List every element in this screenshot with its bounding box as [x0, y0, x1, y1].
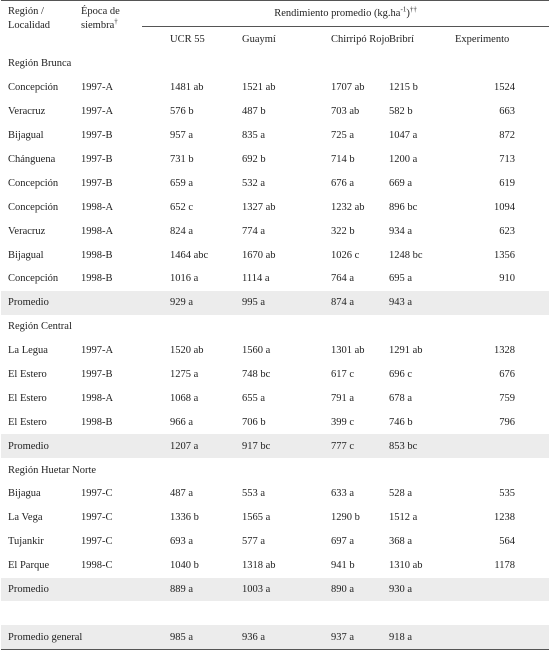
table-cell: 1997-A: [81, 106, 114, 118]
table-cell: 663: [499, 106, 516, 118]
table-cell: 1238: [494, 512, 516, 524]
region-average-row: [1, 291, 549, 315]
table-row: [1, 506, 549, 530]
table-cell: 1047 a: [389, 130, 418, 142]
table-cell: 890 a: [297, 578, 383, 602]
table-cell: 1560 a: [242, 345, 271, 357]
region-average-row: [1, 578, 549, 602]
header-average-yield: Rendimiento promedio $(kg.ha^{-1})^{\dagger\dagger}$: [142, 1, 549, 27]
table-cell: 368 a: [389, 536, 413, 548]
table-cell: 1512 a: [389, 512, 418, 524]
table-row: [1, 363, 549, 387]
table-cell: 1670 ab: [242, 249, 276, 261]
header-variety: Chirripó Rojo: [331, 34, 390, 45]
region-heading-row: [1, 315, 549, 339]
table-cell: 1998-C: [81, 560, 113, 572]
table-cell: 874 a: [297, 291, 383, 315]
table-cell: 693 a: [170, 536, 194, 548]
region-average-row: [1, 434, 549, 458]
table-cell: 835 a: [242, 130, 266, 142]
table-cell: Promedio: [1, 578, 77, 602]
table-cell: Concepción: [8, 201, 59, 213]
table-cell: 617 c: [331, 369, 355, 381]
table-row: [1, 219, 549, 243]
table-cell: 748 bc: [242, 369, 271, 381]
table-row: [1, 100, 549, 124]
header-region-locality: Región / Localidad: [1, 1, 77, 53]
table-cell: 1521 ab: [242, 82, 276, 94]
table-cell: Tujankir: [8, 536, 44, 548]
table-cell: 1520 ab: [170, 345, 204, 357]
table-cell: 1232 ab: [331, 201, 365, 213]
table-cell: 1997-A: [81, 345, 114, 357]
table-cell: Bijagual: [8, 249, 44, 261]
table-cell: 796: [499, 416, 516, 428]
table-cell: 930 a: [383, 578, 455, 602]
table-cell: 1215 b: [389, 82, 418, 94]
yield-table: [1, 0, 549, 650]
table-cell: 917 bc: [220, 434, 297, 458]
table-cell: El Estero: [8, 392, 47, 404]
table-row: [1, 124, 549, 148]
table-cell: 1327 ab: [242, 201, 276, 213]
table-cell: 1310 ab: [389, 560, 423, 572]
region-heading: Región Huetar Norte: [8, 464, 97, 476]
table-cell: 669 a: [389, 177, 413, 189]
table-cell: Promedio general: [1, 625, 77, 649]
table-cell: 553 a: [242, 488, 266, 500]
table-cell: 695 a: [389, 273, 413, 285]
table-cell: [77, 578, 142, 602]
table-cell: 487 b: [242, 106, 266, 118]
table-cell: 582 b: [389, 106, 413, 118]
table-cell: 1997-B: [81, 369, 113, 381]
header-variety: Bribrí: [389, 34, 415, 45]
table-cell: 713: [499, 154, 516, 165]
table-cell: 714 b: [331, 154, 355, 165]
table-cell: El Estero: [8, 369, 47, 381]
table-row: [1, 267, 549, 291]
table-cell: 633 a: [331, 488, 355, 500]
table-cell: 1094: [494, 201, 516, 213]
table-cell: 759: [499, 392, 516, 404]
table-cell: [455, 578, 549, 602]
table-cell: 910: [499, 273, 516, 285]
table-cell: 896 bc: [389, 201, 418, 213]
table-cell: [77, 291, 142, 315]
table-cell: 764 a: [331, 273, 355, 285]
table-cell: 676 a: [331, 177, 355, 189]
table-cell: 1301 ab: [331, 345, 365, 357]
table-cell: 576 b: [170, 106, 194, 118]
table-cell: 985 a: [142, 625, 220, 649]
region-heading-row: [1, 458, 549, 482]
spacer-row: [1, 601, 549, 625]
table-cell: [77, 625, 142, 649]
table-cell: 1207 a: [142, 434, 220, 458]
table-cell: Concepción: [8, 177, 59, 189]
table-row: [1, 148, 549, 172]
table-row: [1, 339, 549, 363]
table-cell: Promedio: [1, 291, 77, 315]
region-heading: Región Brunca: [8, 58, 72, 70]
table-cell: 528 a: [389, 488, 413, 500]
header-variety: UCR 55: [170, 34, 205, 45]
table-cell: 535: [499, 488, 516, 500]
table-cell: 934 a: [389, 225, 413, 237]
table-cell: 1565 a: [242, 512, 271, 524]
table-cell: 918 a: [383, 625, 455, 649]
table-cell: Promedio: [1, 434, 77, 458]
region-heading: Región Central: [8, 321, 72, 333]
table-cell: Veracruz: [8, 225, 46, 237]
table-cell: 1481 ab: [170, 82, 204, 94]
table-cell: 577 a: [242, 536, 266, 548]
table-cell: 655 a: [242, 392, 266, 404]
table-cell: 1026 c: [331, 249, 360, 261]
table-row: [1, 410, 549, 434]
table-cell: 1707 ab: [331, 82, 365, 94]
table-cell: 943 a: [383, 291, 455, 315]
table-cell: 532 a: [242, 177, 266, 189]
table-cell: 564: [499, 536, 516, 548]
table-cell: 1290 b: [331, 512, 360, 524]
table-cell: Veracruz: [8, 106, 46, 118]
table-cell: 1291 ab: [389, 345, 423, 357]
table-cell: 1997-B: [81, 177, 113, 189]
table-cell: 1997-C: [81, 536, 113, 548]
table-cell: 692 b: [242, 154, 266, 165]
table-cell: 872: [499, 130, 516, 142]
table-cell: 725 a: [331, 130, 355, 142]
table-cell: 487 a: [170, 488, 194, 500]
table-cell: 731 b: [170, 154, 194, 165]
table-cell: 619: [499, 177, 516, 189]
table-cell: [455, 625, 549, 649]
table-cell: 853 bc: [383, 434, 455, 458]
table-cell: El Estero: [8, 416, 47, 428]
table-cell: 791 a: [331, 392, 355, 404]
table-cell: 1336 b: [170, 512, 199, 524]
table-cell: 995 a: [220, 291, 297, 315]
table-cell: 1997-A: [81, 82, 114, 94]
table-cell: 706 b: [242, 416, 266, 428]
table-cell: 623: [499, 225, 516, 237]
table-cell: 937 a: [297, 625, 383, 649]
table-cell: 777 c: [297, 434, 383, 458]
table-cell: 678 a: [389, 392, 413, 404]
table-cell: 1997-C: [81, 512, 113, 524]
table-cell: 659 a: [170, 177, 194, 189]
table-cell: 697 a: [331, 536, 355, 548]
table-cell: 1016 a: [170, 273, 199, 285]
table-cell: 1275 a: [170, 369, 199, 381]
table-cell: 824 a: [170, 225, 194, 237]
table-cell: 1114 a: [242, 273, 270, 285]
table-row: [1, 171, 549, 195]
table-cell: 941 b: [331, 560, 355, 572]
header-variety: Experimento: [455, 34, 510, 45]
table-row: [1, 554, 549, 578]
table-cell: 936 a: [220, 625, 297, 649]
table-cell: 322 b: [331, 225, 355, 237]
table-cell: [455, 291, 549, 315]
general-average-row: [1, 625, 549, 649]
table-cell: 1200 a: [389, 154, 418, 165]
table-cell: 966 a: [170, 416, 194, 428]
table-cell: [455, 434, 549, 458]
table-cell: 1998-A: [81, 225, 114, 237]
table-cell: 1998-B: [81, 416, 113, 428]
table-cell: 1178: [494, 560, 516, 572]
table-cell: 1328: [494, 345, 516, 357]
table-cell: 676: [499, 369, 516, 381]
table-cell: 703 ab: [331, 106, 360, 118]
table-row: [1, 76, 549, 100]
table-cell: 1997-C: [81, 488, 113, 500]
table-cell: Concepción: [8, 273, 59, 285]
table-row: [1, 243, 549, 267]
table-cell: 929 a: [142, 291, 220, 315]
table-cell: 957 a: [170, 130, 194, 142]
spacer-cell: [1, 601, 549, 625]
table-cell: 696 c: [389, 369, 413, 381]
table-cell: 774 a: [242, 225, 266, 237]
table-row: [1, 386, 549, 410]
table-cell: 1464 abc: [170, 249, 209, 261]
table-cell: El Parque: [8, 560, 50, 572]
table-cell: 399 c: [331, 416, 355, 428]
table-cell: 1524: [494, 82, 516, 94]
table-cell: 1998-A: [81, 201, 114, 213]
table-cell: Bijagual: [8, 130, 44, 142]
table-cell: 889 a: [142, 578, 220, 602]
table-row: [1, 530, 549, 554]
table-cell: 1998-A: [81, 392, 114, 404]
table-cell: Concepción: [8, 82, 59, 94]
header-variety: Guaymí: [242, 34, 276, 45]
region-heading-row: [1, 52, 549, 76]
table-cell: 1998-B: [81, 249, 113, 261]
table-cell: 746 b: [389, 416, 413, 428]
table-cell: 1040 b: [170, 560, 199, 572]
table-cell: [77, 434, 142, 458]
table-cell: 1003 a: [220, 578, 297, 602]
table-cell: La Vega: [8, 512, 43, 524]
table-cell: 1997-B: [81, 154, 113, 165]
table-row: [1, 482, 549, 506]
table-cell: 1356: [494, 249, 516, 261]
table-cell: La Legua: [8, 345, 48, 357]
table-cell: 1998-B: [81, 273, 113, 285]
table-cell: Chánguena: [8, 154, 56, 165]
table-cell: Bijagua: [8, 488, 41, 500]
header-planting-season: Época de siembra†: [77, 1, 142, 53]
table-cell: 652 c: [170, 201, 194, 213]
table-cell: 1997-B: [81, 130, 113, 142]
table-cell: 1068 a: [170, 392, 199, 404]
table-row: [1, 195, 549, 219]
table-cell: 1318 ab: [242, 560, 276, 572]
table-cell: 1248 bc: [389, 249, 423, 261]
